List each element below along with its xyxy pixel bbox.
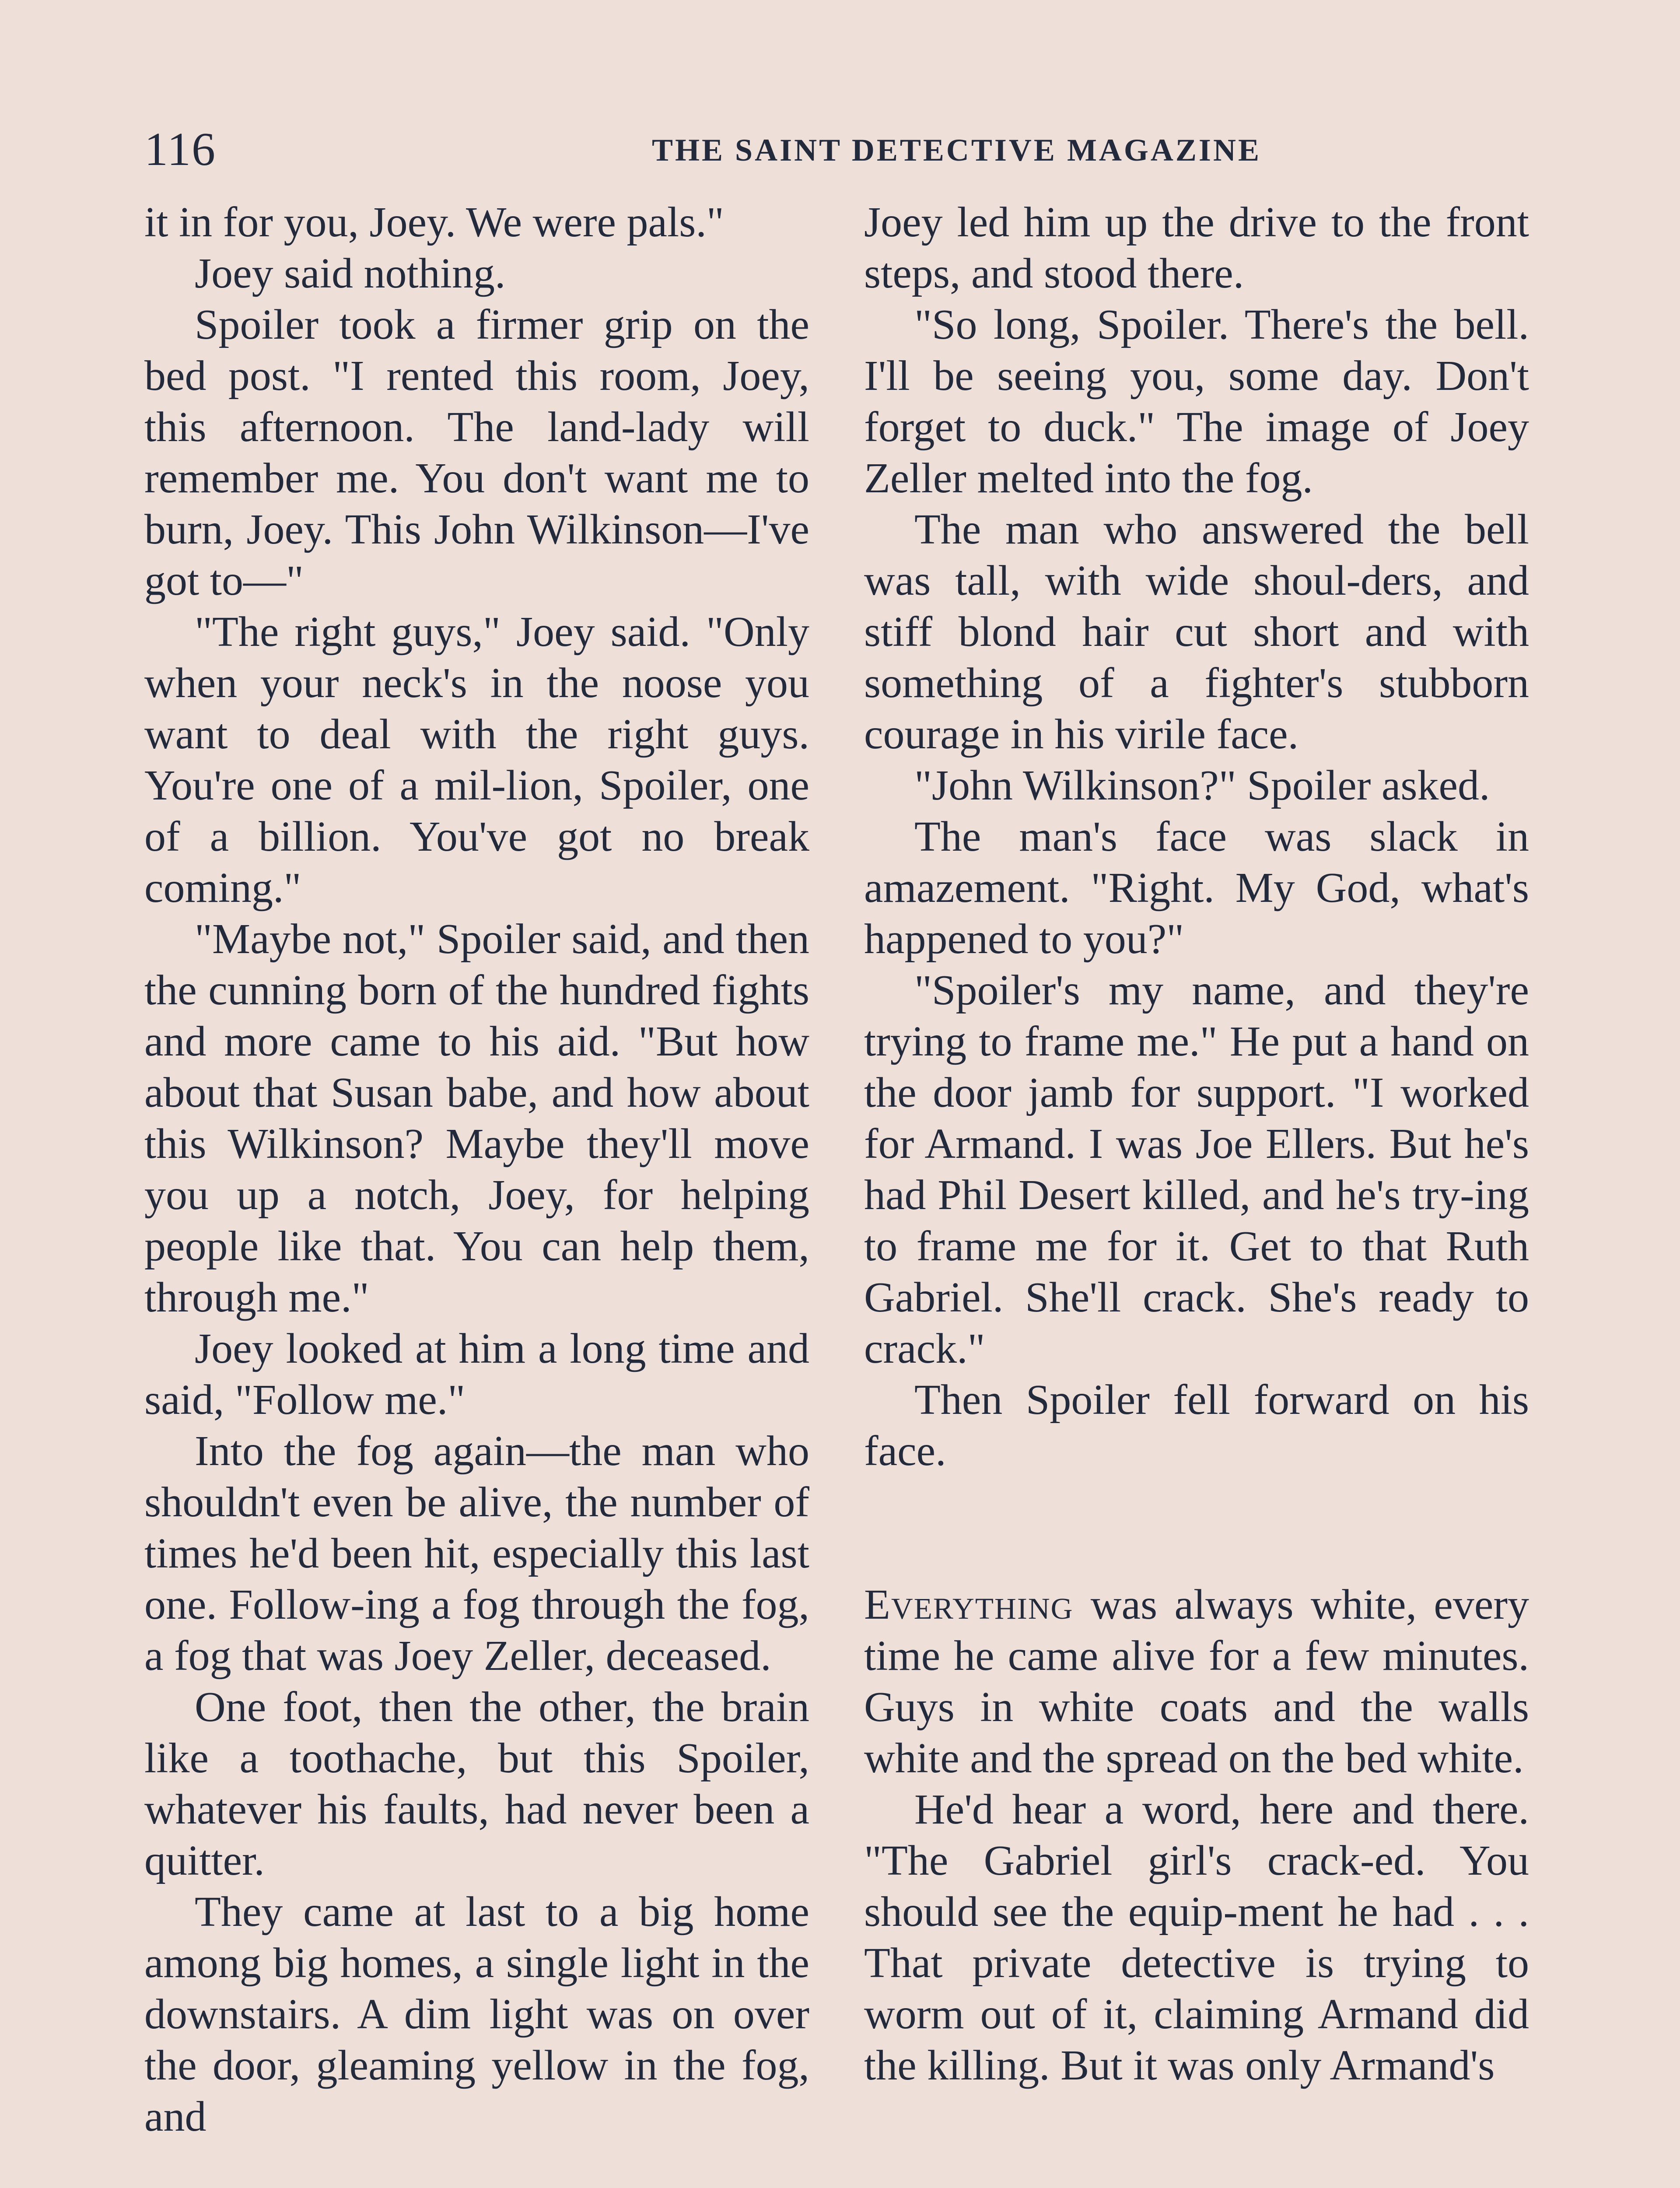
page-header	[144, 123, 1536, 188]
paragraph: Joey looked at him a long time and said, "Follow me."	[144, 1325, 809, 1424]
paragraph: Into the fog again—the man who shouldn't even be alive, the number of times he'd been hit, especially this last one. Follow-ing a fog through the fog, a fog that was Joey Zeller, deceased.	[144, 1427, 809, 1680]
paragraph: "So long, Spoiler. There's the bell. I'll be seeing you, some day. Don't forget to duck." The image of Joey Zeller melted into the fog.	[864, 301, 1529, 502]
paragraph: The man who answered the bell was tall, with wide shoul-ders, and stiff blond hair cut short and with something of a fighter's stubborn courage in his virile face.	[864, 506, 1529, 758]
paragraph: "Maybe not," Spoiler said, and then the cunning born of the hundred fights and more came to his aid. "But how about that Susan babe, and how about this Wilkinson? Maybe they'll move you up a notch, Joey, for helping people like that. You can help them, through me."	[144, 915, 809, 1321]
section-break	[864, 1477, 1529, 1579]
paragraph: "John Wilkinson?" Spoiler asked.	[914, 762, 1490, 809]
paragraph: Joey led him up the drive to the front steps, and stood there.	[864, 199, 1529, 297]
paragraph: Then Spoiler fell forward on his face.	[864, 1376, 1529, 1475]
paragraph: One foot, then the other, the brain like a toothache, but this Spoiler, whatever his faults, had never been a quitter.	[144, 1683, 809, 1884]
paragraph-text: was always white, every time he came alive for a few minutes. Guys in white coats and the walls white and the spread on the bed white.	[864, 1581, 1529, 1782]
paragraph: He'd hear a word, here and there. "The Gabriel girl's crack-ed. You should see the equip-ment he had . . . That private detective is trying to worm out of it, claiming Armand did the killing. But it was only Armand's	[864, 1786, 1529, 2089]
paragraph: The man's face was slack in amazement. "Right. My God, what's happened to you?"	[864, 813, 1529, 963]
right-column	[864, 197, 1529, 2091]
paragraph: "The right guys," Joey said. "Only when your neck's in the noose you want to deal with the right guys. You're one of a mil-lion, Spoiler, one of a billion. You've got no break coming."	[144, 608, 809, 912]
paragraph: it in for you, Joey. We were pals."	[144, 199, 724, 246]
paragraph: Spoiler took a firmer grip on the bed post. "I rented this room, Joey, this afternoon. The land-lady will remember me. You don't want me to burn, Joey. This John Wilkinson—I've got to—"	[144, 301, 809, 604]
paragraph: Joey said nothing.	[195, 250, 506, 297]
paragraph: "Spoiler's my name, and they're trying to frame me." He put a hand on the door jamb for support. "I worked for Armand. I was Joe Ellers. But he's had Phil Desert killed, and he's try-ing to frame me for it. Get to that Ruth Gabriel. She'll crack. She's ready to crack."	[864, 967, 1529, 1372]
section-opening-paragraph	[864, 1579, 1529, 1784]
small-caps-lead-word: Everything	[864, 1581, 1074, 1628]
running-title: THE SAINT DETECTIVE MAGAZINE	[652, 133, 1261, 168]
left-column	[144, 197, 809, 2142]
paragraph: They came at last to a big home among big homes, a single light in the downstairs. A dim light was on over the door, gleaming yellow in the fog, and	[144, 1888, 809, 2140]
page-number: 116	[144, 123, 216, 175]
